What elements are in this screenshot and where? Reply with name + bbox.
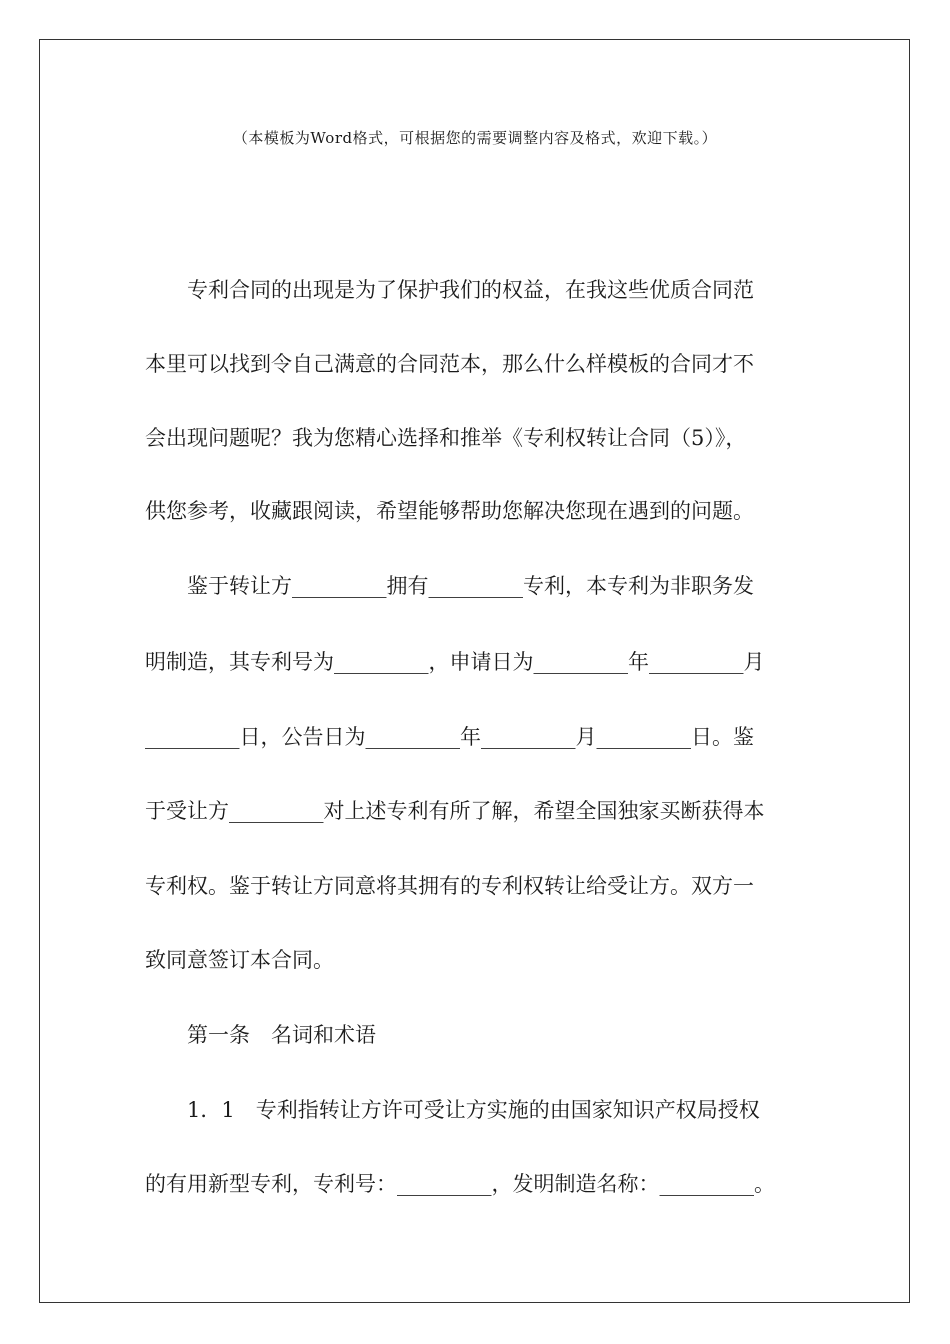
intro-line-4: 供您参考，收藏跟阅读，希望能够帮助您解决您现在遇到的问题。 — [145, 499, 754, 523]
intro-line-1: 专利合同的出现是为了保护我们的权益，在我这些优质合同范 — [187, 278, 754, 302]
recital-line-6: 致同意签订本合同。 — [145, 948, 334, 972]
clause-1-1-line-1: 1．1 专利指转让方许可受让方实施的由国家知识产权局授权 — [187, 1098, 760, 1122]
intro-line-3: 会出现问题呢？我为您精心选择和推举《专利权转让合同（5）》， — [145, 426, 747, 450]
recital-line-3: _________日，公告日为_________年_________月_________日。鉴 — [145, 725, 754, 749]
recital-line-5: 专利权。鉴于转让方同意将其拥有的专利权转让给受让方。双方一 — [145, 874, 754, 898]
recital-line-2: 明制造，其专利号为_________，申请日为_________年_________月 — [145, 650, 765, 674]
recital-line-1: 鉴于转让方_________拥有_________专利，本专利为非职务发 — [187, 574, 754, 598]
clause-1-1-line-2: 的有用新型专利，专利号：_________，发明制造名称：_________。 — [145, 1172, 775, 1196]
intro-line-2: 本里可以找到令自己满意的合同范本，那么什么样模板的合同才不 — [145, 352, 754, 376]
article-1-heading: 第一条 名词和术语 — [187, 1023, 376, 1047]
template-note: （本模板为Word格式，可根据您的需要调整内容及格式，欢迎下载。） — [232, 129, 718, 147]
recital-line-4: 于受让方_________对上述专利有所了解，希望全国独家买断获得本 — [145, 799, 765, 823]
